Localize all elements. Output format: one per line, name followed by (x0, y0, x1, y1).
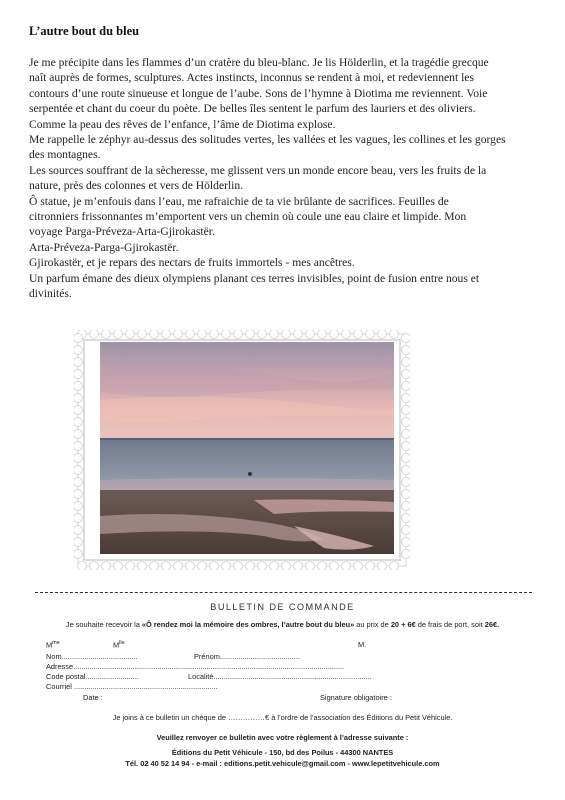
perforation (74, 538, 83, 547)
body-line: serpentée et chant du coeur du poète. De belles îles sentent le parfum des lauriers et des oliviers. (29, 102, 476, 116)
perforation (78, 562, 87, 571)
perforation (270, 562, 279, 571)
perforation (378, 562, 387, 571)
perforation (342, 330, 351, 339)
perforation (342, 562, 351, 571)
signature-label[interactable]: Signature obligatoire : (320, 693, 392, 702)
perforation (282, 330, 291, 339)
prenom-field[interactable]: Prénom....................................... (194, 652, 300, 661)
perforation (378, 330, 387, 339)
perforation (74, 478, 83, 487)
code-postal-field[interactable]: Code postal.......................... (46, 672, 139, 681)
publisher-contact: Tél. 02 40 52 14 94 - e-mail : editions.petit.vehicule@gmail.com - www.lepetitvehicule.com (125, 759, 440, 768)
perforation (102, 330, 111, 339)
perforation (402, 550, 411, 559)
perforation (114, 330, 123, 339)
perforation (150, 330, 159, 339)
perforation (74, 514, 83, 523)
perforation (74, 526, 83, 535)
perforation (74, 418, 83, 427)
dashed-divider (35, 592, 532, 593)
localite-field[interactable]: Localité............................................................................. (188, 672, 372, 681)
perforation (74, 550, 83, 559)
perforation (246, 330, 255, 339)
perforation (330, 330, 339, 339)
perforation (126, 330, 135, 339)
body-line: Arta-Préveza-Parga-Gjirokastër. (29, 240, 179, 254)
perforation (138, 562, 147, 571)
perforation (402, 502, 411, 511)
body-line: Les sources souffrant de la sècheresse, me glissent vers un monde encore beau, vers les fruits de la (29, 163, 487, 177)
perforation (186, 330, 195, 339)
adresse-field[interactable]: Adresse.................................................................................................................................... (46, 662, 345, 671)
order-form-heading: BULLETIN DE COMMANDE (210, 602, 355, 612)
perforation (174, 330, 183, 339)
perforation (258, 562, 267, 571)
intro-middle: au prix de (356, 620, 389, 629)
date-label[interactable]: Date : (83, 693, 103, 702)
perforation (222, 562, 231, 571)
perforation (294, 562, 303, 571)
perforation (74, 466, 83, 475)
perforation (90, 330, 99, 339)
perforation (306, 562, 315, 571)
mlle-sup: lle (119, 640, 125, 646)
perforation (222, 330, 231, 339)
perforation (74, 346, 83, 355)
perforation (402, 370, 411, 379)
courriel-field[interactable]: Courriel ...................................................................... (46, 682, 218, 691)
body-line: Gjirokastër, et je repars des nectars de fruits immortels - mes ancêtres. (29, 256, 355, 270)
perforation (102, 562, 111, 571)
perforation (282, 562, 291, 571)
perforation (174, 562, 183, 571)
body-line: des montagnes. (29, 148, 101, 162)
perforation (402, 514, 411, 523)
perforation (402, 334, 411, 343)
nom-field[interactable]: Nom..................................... (46, 652, 138, 661)
perforation (402, 478, 411, 487)
perforation (234, 330, 243, 339)
perforation (74, 454, 83, 463)
perforation (354, 562, 363, 571)
perforation (402, 466, 411, 475)
body-line: citronniers frissonnantes m’emportent vers un chemin où coule une eau claire et limpide. Mon (29, 210, 467, 224)
perforation (318, 562, 327, 571)
article-body (29, 55, 544, 302)
perforation (402, 394, 411, 403)
perforation (74, 502, 83, 511)
mlle-label: M (113, 640, 120, 650)
perforation (210, 562, 219, 571)
perforation (402, 490, 411, 499)
perforation (210, 330, 219, 339)
perforation (270, 330, 279, 339)
perforation (114, 562, 123, 571)
perforation (162, 562, 171, 571)
perforation (138, 330, 147, 339)
perforation (402, 346, 411, 355)
body-line: voyage Parga-Préveza-Arta-Gjirokastër. (29, 225, 215, 239)
perforation (74, 382, 83, 391)
perforation (162, 330, 171, 339)
body-line: divinités. (29, 287, 72, 301)
perforation (74, 394, 83, 403)
perforation (198, 330, 207, 339)
intro-suffix: de frais de port, soit (417, 620, 483, 629)
perforation (74, 370, 83, 379)
body-line: Comme la peau des rêves de l’enfance, l’âme de Diotima explose. (29, 117, 336, 131)
intro-prefix: Je souhaite recevoir la (65, 620, 140, 629)
perforation (74, 430, 83, 439)
m-checkbox-label[interactable]: M. (358, 640, 367, 649)
body-line: naît auprès de formes, sculptures. Actes instincts, inconnus se rendent à moi, et redeviennent les (29, 71, 474, 85)
perforation (402, 526, 411, 535)
order-intro (0, 620, 565, 629)
perforation (198, 562, 207, 571)
perforation (74, 442, 83, 451)
perforation (366, 330, 375, 339)
perforation (186, 562, 195, 571)
body-line: Un parfum émane des dieux olympiens planant ces terres invisibles, point de fusion entre nous et (29, 271, 480, 285)
perforation (330, 562, 339, 571)
perforation (74, 490, 83, 499)
perforation (402, 442, 411, 451)
perforation (390, 562, 399, 571)
intro-price: 20 + 6€ (390, 620, 416, 629)
perforation (402, 418, 411, 427)
perforation (402, 454, 411, 463)
perforation (402, 406, 411, 415)
mme-checkbox-label[interactable] (46, 640, 60, 649)
seascape-stamp-image (74, 330, 410, 570)
body-line: contours d’une route sinueuse et longue de l’aube. Sons de l’hymne à Diotima me reviennent. Voie (29, 86, 488, 100)
mme-label: M (46, 640, 53, 650)
perforation (126, 562, 135, 571)
mme-sup: me (52, 640, 60, 646)
perforation (366, 562, 375, 571)
perforation (90, 562, 99, 571)
stamp-photo (74, 330, 410, 570)
perforation (150, 562, 159, 571)
body-line: Me rappelle le zéphyr au-dessus des solitudes vertes, les vallées et les vagues, les collines et les gorges (29, 133, 506, 147)
perforation (74, 358, 83, 367)
article-title: L’autre bout du bleu (29, 24, 140, 38)
intro-total: 26€. (484, 620, 500, 629)
perforation (402, 382, 411, 391)
perforation (402, 538, 411, 547)
publisher-address: Éditions du Petit Véhicule - 150, bd des Poilus - 44300 NANTES (171, 748, 394, 757)
body-line: nature, près des colonnes et vers de Hölderlin. (29, 179, 244, 193)
perforation (234, 562, 243, 571)
perforation (390, 330, 399, 339)
perforation (306, 330, 315, 339)
return-note: Veuillez renvoyer ce bulletin avec votre règlement à l’adresse suivante : (156, 733, 409, 742)
perforation (354, 330, 363, 339)
perforation (258, 330, 267, 339)
perforation (294, 330, 303, 339)
perforation (74, 334, 83, 343)
intro-book-title: «Ô rendez moi la mémoire des ombres, l’autre bout du bleu» (141, 620, 355, 629)
body-line: Je me précipite dans les flammes d’un cratère du bleu-blanc. Je lis Hölderlin, et la tragédie grecque (29, 56, 489, 69)
perforation (74, 406, 83, 415)
perforation (318, 330, 327, 339)
body-line: Ô statue, je m’enfouis dans l’eau, me rafraichie de ta vie brûlante de sacrifices. Feuilles de (29, 194, 449, 208)
perforation (246, 562, 255, 571)
perforation (402, 358, 411, 367)
mlle-checkbox-label[interactable] (113, 640, 125, 649)
cheque-line: Je joins à ce bulletin un chèque de ……………€ à l’ordre de l’association des Éditions du Petit Véhicule. (112, 713, 453, 722)
perforation (402, 430, 411, 439)
